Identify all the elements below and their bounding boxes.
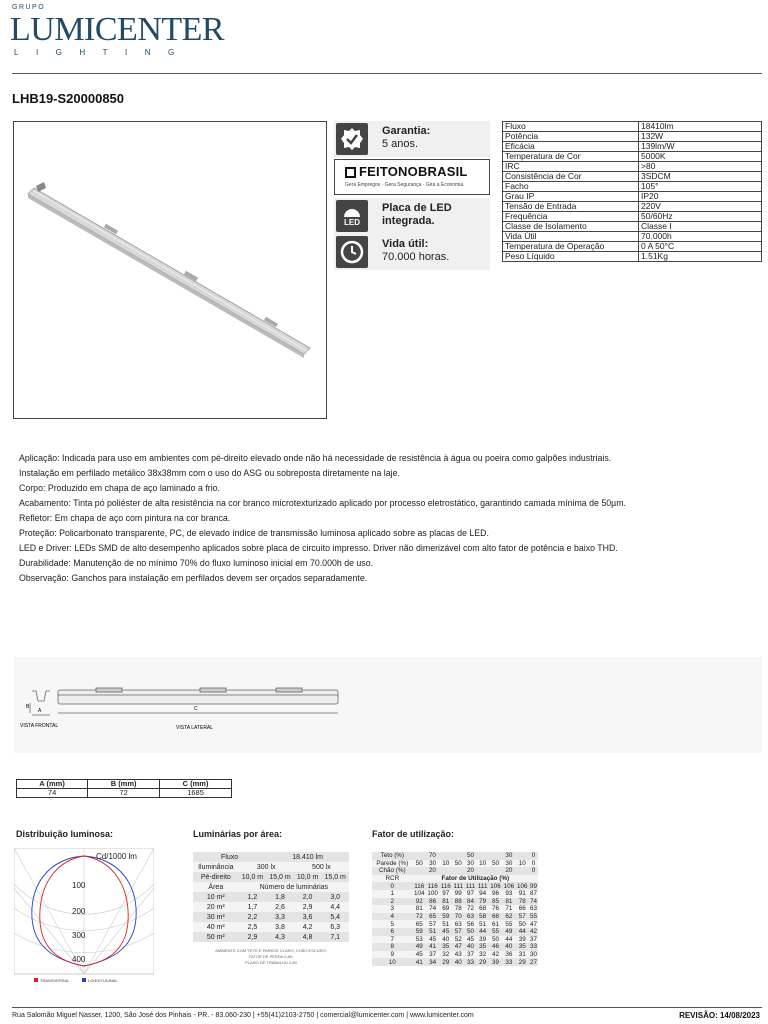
led-line2: integrada. [382,215,435,227]
fat-cell: 50 [413,860,426,868]
fat-cell: 47 [452,943,464,951]
fat-cell: 50 [489,860,502,868]
lum-cell: 2,5 [239,922,267,932]
vista-lateral-label: VISTA LATERAL [176,725,214,731]
fat-cell: 111 [477,882,488,890]
desc-line: Durabilidade: Manutenção de no mínimo 70% do fluxo luminoso inicial em 70.000h de uso. [19,558,374,568]
fat-cell: 0 [372,882,413,890]
lum-note-line: FATOR DE PERDA 0,80; [248,954,294,959]
fat-cell: 41 [426,943,439,951]
fat-cell: 34 [426,958,439,966]
lum-cell: 300 lx [239,862,294,872]
spec-label: Grau IP [503,192,639,202]
fat-cell: 46 [489,943,502,951]
fat-cell: 111 [453,882,464,890]
fat-cell: 116 [414,882,425,890]
lum-cell: 15,0 m [266,872,294,882]
fat-cell: 50 [489,936,502,944]
fat-cell: 57 [426,920,439,928]
lum-cell: 50 m² [193,932,239,942]
spec-row [503,242,762,252]
spec-row [503,192,762,202]
spec-row [503,252,762,262]
technical-drawing-svg [14,657,762,753]
fat-cell: 10 [516,860,529,868]
fat-cell: 58 [477,913,489,921]
fat-cell: 50 [464,928,476,936]
description-block [19,451,749,586]
fat-cell: 59 [439,913,452,921]
fat-cell: 63 [452,920,464,928]
fat-cell: 40 [452,958,464,966]
polar-unit-label: Cd/1000 lm [96,852,137,861]
fat-cell: 27 [529,958,537,966]
spec-value: >80 [639,162,762,172]
fat-cell: 66 [516,905,529,913]
lum-cell: 10,0 m [239,872,267,882]
spec-value: IP20 [639,192,762,202]
fat-cell: 7 [372,936,413,944]
fat-cell: 45 [426,936,439,944]
fat-cell: 30 [489,852,529,860]
lum-cell: 2,0 [294,892,322,902]
fat-cell: 2 [372,898,413,906]
fat-cell: 70 [413,852,453,860]
fat-cell: 8 [372,943,413,951]
fat-cell: 0 [529,852,538,860]
polar-ring-label: 300 [72,931,86,940]
lum-cell: 1,7 [239,902,267,912]
logo-grupo-text: GRUPO [12,4,46,11]
fat-cell: 106 [517,882,528,890]
dim-header: A (mm) [17,780,88,789]
fat-cell: 33 [529,943,537,951]
fat-cell: 68 [477,905,489,913]
lum-note-line: PLANO DE TRABALHO 0,80 [245,960,297,965]
fator-title: Fator de utilização: [372,829,455,839]
clock-icon [336,236,368,268]
spec-row [503,132,762,142]
fat-cell: 36 [502,951,515,959]
lum-cell: Pé-direito [193,872,239,882]
feito-subtitle: Gera Empregos · Gera Segurança · Gira a Economia. [345,182,465,188]
fat-cell: 87 [529,890,537,898]
fat-cell: 99 [529,882,537,890]
fat-cell: 39 [516,936,529,944]
spec-label: Consistência de Cor [503,172,639,182]
desc-line: Acabamento: Tinta pó poliéster de alta resistência na cor branco microtexturizado aplicado por processo eletrostático, garantindo camada mínima de 50µm. [19,498,627,508]
fat-cell: 63 [464,913,476,921]
lum-cell: Fluxo [193,852,266,862]
fat-cell: 116 [427,882,438,890]
fat-cell: 57 [452,928,464,936]
lum-cell: 3,6 [294,912,322,922]
fat-cell: 10 [439,860,452,868]
spec-row [503,142,762,152]
spec-row [503,232,762,242]
spec-label: Potência [503,132,639,142]
fat-cell: 97 [439,890,452,898]
fat-cell: 78 [516,898,529,906]
spec-value: 0 A 50°C [639,242,762,252]
fat-cell: 40 [502,943,515,951]
fat-cell: 32 [477,951,489,959]
fat-cell: 79 [477,898,489,906]
fat-cell: 50 [516,920,529,928]
fat-cell: 53 [413,936,426,944]
legend-transversal-swatch [34,978,38,982]
dim-header: C (mm) [160,780,232,789]
fat-cell: 50 [452,852,489,860]
fat-cell: 6 [372,928,413,936]
fat-cell: 9 [372,951,413,959]
fat-cell: 0 [529,860,538,868]
fat-cell: 20 [489,867,529,875]
lum-cell: 2,2 [239,912,267,922]
fat-cell: 30 [426,860,439,868]
garantia-value: 5 anos. [382,138,419,150]
fat-cell: 40 [464,943,476,951]
fat-cell: 30 [464,860,476,868]
lum-cell: 4,4 [321,902,349,912]
fat-cell: 72 [464,905,476,913]
fat-cell: 94 [477,890,489,898]
spec-row [503,152,762,162]
lum-cell: 1,2 [239,892,267,902]
fat-cell: 56 [464,920,476,928]
product-luminaire-image [14,122,326,418]
fat-cell: 81 [439,898,452,906]
spec-table [502,121,762,262]
lum-cell: Número de luminárias [239,882,349,892]
header-divider [12,73,762,74]
fat-cell: 29 [477,958,489,966]
fat-cell: 65 [413,920,426,928]
spec-value: 3SDCM [639,172,762,182]
spec-label: Frequência [503,212,639,222]
spec-row [503,172,762,182]
fat-cell: 33 [502,958,515,966]
fat-cell: 5 [372,920,413,928]
fat-cell: 37 [464,951,476,959]
fat-cell: 45 [413,951,426,959]
polar-ring-label: 100 [72,881,86,890]
spec-value: 132W [639,132,762,142]
lum-note-line: AMBIENTE COM TETO E PAREDE CLARO, CHÃO ESCURO; [215,948,327,953]
fat-cell: 37 [426,951,439,959]
fat-cell: 49 [502,928,515,936]
fat-cell: 43 [452,951,464,959]
garantia-title: Garantia: [382,125,431,137]
fat-cell: 55 [529,913,537,921]
spec-value: 139lm/W [639,142,762,152]
spec-row [503,122,762,132]
lum-cell: 500 lx [294,862,349,872]
led-lamp-icon [336,200,368,232]
spec-value: 220V [639,202,762,212]
luminarias-table [193,852,349,942]
fat-cell: 78 [452,905,464,913]
fat-cell: 55 [489,928,502,936]
spec-value: 70.000h [639,232,762,242]
spec-label: Peso Líquido [503,252,639,262]
dim-b-label: B [26,704,30,710]
spec-label: Temperatura de Cor [503,152,639,162]
fat-label: Parede (%) [372,860,413,868]
lum-cell: 5,4 [321,912,349,922]
fat-cell: 45 [439,928,452,936]
lum-cell: 2,6 [266,902,294,912]
fat-label: Chão (%) [372,867,413,875]
lum-cell: 4,8 [294,932,322,942]
logo-brand-name: LUMICENTER [10,11,225,48]
spec-value: 5000K [639,152,762,162]
fat-cell: 111 [465,882,476,890]
fat-cell: 106 [503,882,515,890]
fat-cell: 35 [439,943,452,951]
lum-cell: 20 m² [193,902,239,912]
vida-util-badge [334,234,490,270]
fat-cell: 76 [489,905,502,913]
garantia-badge [334,121,490,157]
fat-cell: 59 [413,928,426,936]
lum-cell: 1,8 [266,892,294,902]
fat-cell: 92 [413,898,426,906]
lum-cell: 7,1 [321,932,349,942]
dim-header: B (mm) [88,780,160,789]
fat-cell: 104 [414,890,425,898]
fat-cell: 32 [439,951,452,959]
lum-cell: 3,8 [266,922,294,932]
fat-cell: 44 [477,928,489,936]
spec-label: Classe de Isolamento [503,222,639,232]
lum-cell: 30 m² [193,912,239,922]
product-image-box [13,121,327,419]
fat-cell: 35 [516,943,529,951]
fat-cell: 88 [452,898,464,906]
led-line1: Placa de LED [382,202,452,214]
fat-cell: 52 [452,936,464,944]
fat-cell: 40 [439,936,452,944]
fat-cell: 72 [413,913,426,921]
spec-label: Vida Útil [503,232,639,242]
fat-cell: 70 [452,913,464,921]
fat-cell: 39 [489,958,502,966]
fat-cell: 71 [502,905,515,913]
dim-a-label: A [38,708,42,714]
feito-no-brasil-badge [334,159,490,195]
fat-cell: 96 [489,890,502,898]
fat-cell: 35 [477,943,489,951]
fat-cell: 20 [452,867,489,875]
fat-cell: 68 [489,913,502,921]
dim-value: 1685 [160,789,232,798]
fat-cell: 55 [502,920,515,928]
polar-ring-label: 200 [72,907,86,916]
fat-label: Fator de Utilização (%) [413,875,538,883]
desc-line: Aplicação: Indicada para uso em ambientes com pé-direito elevado onde não há necessidade de resistência à água ou poeira como galpões industriais. [19,453,612,463]
spec-row [503,202,762,212]
fat-cell: 116 [440,882,451,890]
fat-cell: 84 [464,898,476,906]
dim-c-label: C [194,706,198,712]
fat-cell: 10 [372,958,413,966]
dimensions-table [16,779,232,798]
desc-line: Proteção: Policarbonato transparente, PC, de elevado índice de transmissão luminosa aplicado sobre as placas de LED. [19,528,489,538]
vida-value: 70.000 horas. [382,251,450,263]
spec-label: IRC [503,162,639,172]
fat-cell: 61 [489,920,502,928]
legend-longitudinal-swatch [82,978,86,982]
spec-row [503,182,762,192]
spec-value: 105° [639,182,762,192]
fat-cell: 93 [502,890,515,898]
fat-cell: 37 [529,935,537,943]
check-shield-icon [336,123,368,155]
fat-cell: 62 [502,913,515,921]
footer-address: Rua Salomão Miguel Nasser, 1200, São José dos Pinhais - PR. - 83.060-230 | +55(41)2103-2750 | comercial@lumicenter.com | www.lumicenter.com [12,1012,474,1019]
desc-line: Observação: Ganchos para instalação em perfilados devem ser orçados separadamente. [19,573,368,583]
vista-frontal-label: VISTA FRONTAL [20,723,59,729]
fat-cell: 44 [516,928,529,936]
spec-value: 50/60Hz [639,212,762,222]
fat-cell: 49 [413,943,426,951]
dim-value: 74 [17,789,88,798]
fat-label: Teto (%) [372,852,413,860]
vida-title: Vida útil: [382,238,429,250]
lum-cell: 2,9 [294,902,322,912]
lum-cell: 10 m² [193,892,239,902]
fat-cell: 97 [464,890,476,898]
fat-cell: 86 [426,898,439,906]
spec-value: 1.51Kg [639,252,762,262]
fat-cell: 51 [439,920,452,928]
fat-cell: 29 [439,958,452,966]
led-badge [334,198,490,234]
lum-cell: Área [193,882,239,892]
fat-cell: 44 [502,936,515,944]
polar-ring-label: 400 [72,955,86,964]
technical-drawing [14,657,762,753]
fat-label: RCR [372,875,413,883]
fat-cell: 106 [490,882,501,890]
fat-cell: 4 [372,913,413,921]
lum-cell: 15,0 m [321,872,349,882]
fat-cell: 63 [529,905,537,913]
fat-cell: 30 [529,951,537,959]
luminarias-title: Luminárias por área: [193,829,283,839]
legend-transversal-label: TRANSVERSAL [40,978,70,983]
fat-cell: 74 [529,897,537,905]
desc-line: LED e Driver: LEDs SMD de alto desempenho aplicados sobre placa de circuito impresso. Driver não dimerizável com alto fator de potência e baixo THD. [19,543,618,553]
lum-cell: 3,3 [266,912,294,922]
fat-cell: 33 [464,958,476,966]
fat-cell: 47 [529,920,537,928]
spec-label: Eficácia [503,142,639,152]
spec-value: 18410lm [639,122,762,132]
fat-cell: 1 [372,890,413,898]
spec-row [503,162,762,172]
fat-cell: 42 [489,951,502,959]
spec-label: Tensão de Entrada [503,202,639,212]
lum-cell: 2,9 [239,932,267,942]
lum-cell: Iluminância [193,862,239,872]
lum-cell: 4,3 [266,932,294,942]
fat-cell: 51 [477,920,489,928]
fat-cell: 81 [413,905,426,913]
fat-cell: 99 [452,890,464,898]
spec-value: Classe I [639,222,762,232]
fat-cell: 100 [427,890,438,898]
fat-cell: 29 [516,958,529,966]
feito-title: FEITONOBRASIL [359,164,468,179]
luminarias-note [193,948,349,966]
logo-lighting-text: LIGHTING [14,48,192,57]
fat-cell: 85 [489,898,502,906]
fat-cell: 51 [426,928,439,936]
lum-cell: 6,3 [321,922,349,932]
brazil-flag-icon [345,167,356,178]
spec-row [503,212,762,222]
fat-cell: 81 [502,898,515,906]
polar-diagram [14,848,154,986]
fat-cell: 10 [477,860,489,868]
spec-row [503,222,762,232]
lum-cell: 10,0 m [294,872,322,882]
desc-line: Refletor: Em chapa de aço com pintura na cor branca. [19,513,231,523]
legend-longitudinal-label: LONGITUDINAL [88,978,118,983]
fat-cell: 20 [413,867,453,875]
lum-cell: 40 m² [193,922,239,932]
footer-divider [12,1007,762,1008]
led-icon-label: LED [344,217,360,227]
fat-cell: 3 [372,905,413,913]
fat-cell: 31 [516,951,529,959]
spec-label: Fluxo [503,122,639,132]
fator-table [372,852,538,966]
fat-cell: 74 [426,905,439,913]
fat-cell: 39 [477,936,489,944]
fat-cell: 69 [439,905,452,913]
spec-label: Temperatura de Operação [503,242,639,252]
fat-cell: 57 [516,913,529,921]
revision-date: REVISÃO: 14/08/2023 [679,1011,760,1020]
fat-cell: 41 [413,958,426,966]
distribuicao-title: Distribuição luminosa: [16,829,114,839]
desc-line: Corpo: Produzido em chapa de aço laminado a frio. [19,483,220,493]
fat-cell: 42 [529,928,537,936]
spec-label: Facho [503,182,639,192]
fat-cell: 91 [516,890,529,898]
fat-cell: 30 [502,860,515,868]
lum-cell: 3,0 [321,892,349,902]
fat-cell: 45 [464,936,476,944]
fat-cell: 50 [452,860,464,868]
product-code: LHB19-S20000850 [12,91,125,106]
lum-cell: 18.410 lm [266,852,349,862]
lum-cell: 4,2 [294,922,322,932]
dim-value: 72 [88,789,160,798]
fat-cell: 65 [426,913,439,921]
desc-line: Instalação em perfilado metálico 38x38mm com o uso do ASG ou sobreposta diretamente na laje. [19,468,400,478]
fat-cell: 0 [529,867,538,875]
